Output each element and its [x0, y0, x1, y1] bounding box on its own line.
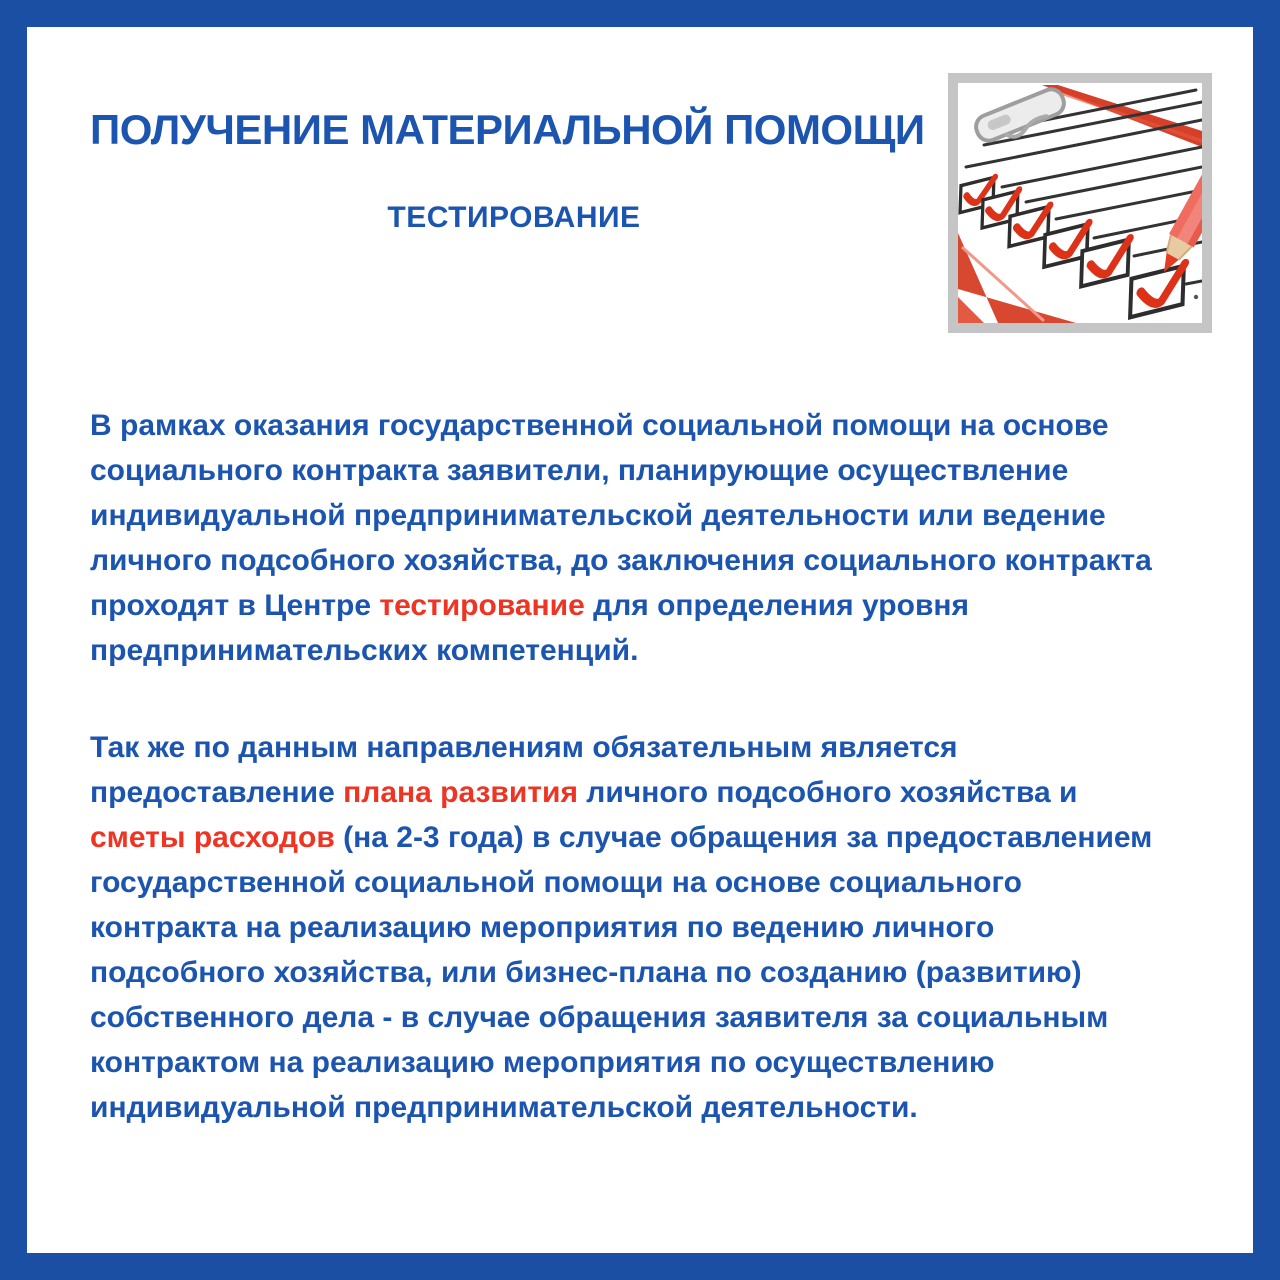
text-segment: для определения уровня предпринимательских компетенций. — [90, 589, 970, 667]
paragraph — [90, 725, 1168, 1130]
highlighted-term: сметы расходов — [90, 821, 335, 854]
page-title: ПОЛУЧЕНИЕ МАТЕРИАЛЬНОЙ ПОМОЩИ — [90, 106, 925, 153]
checklist-clipboard-pencil-image — [958, 83, 1202, 323]
text-segment: (на 2-3 года) в случае обращения за предоставлением государственной социальной помощи на основе социального контракта на реализацию мероприятия по ведению личного подсобного хозяйства, или бизнес-плана по созданию (развитию) собственного дела - в случае обращения заявителя за социальным контрактом на реализацию мероприятия по осуществлению индивидуальной предпринимательской деятельности. — [90, 821, 1153, 1124]
highlighted-term: плана развития — [343, 776, 578, 809]
body-text — [90, 403, 1168, 1182]
page-subtitle: ТЕСТИРОВАНИЕ — [387, 201, 641, 235]
text-segment: Так же по данным направлениям обязательным является предоставление — [90, 731, 958, 809]
highlighted-term: тестирование — [379, 589, 585, 622]
text-segment: В рамках оказания государственной социальной помощи на основе социального контракта заявители, планирующие осуществление индивидуальной предпринимательской деятельности или ведение личного подсобного хозяйства, до заключения социального контракта проходят в Центре — [90, 409, 1152, 622]
paragraph — [90, 403, 1168, 673]
text-segment: личного подсобного хозяйства и — [577, 776, 1078, 809]
header — [90, 105, 938, 235]
content-panel — [27, 27, 1253, 1253]
checklist-illustration — [948, 73, 1212, 333]
speck — [1194, 295, 1198, 299]
